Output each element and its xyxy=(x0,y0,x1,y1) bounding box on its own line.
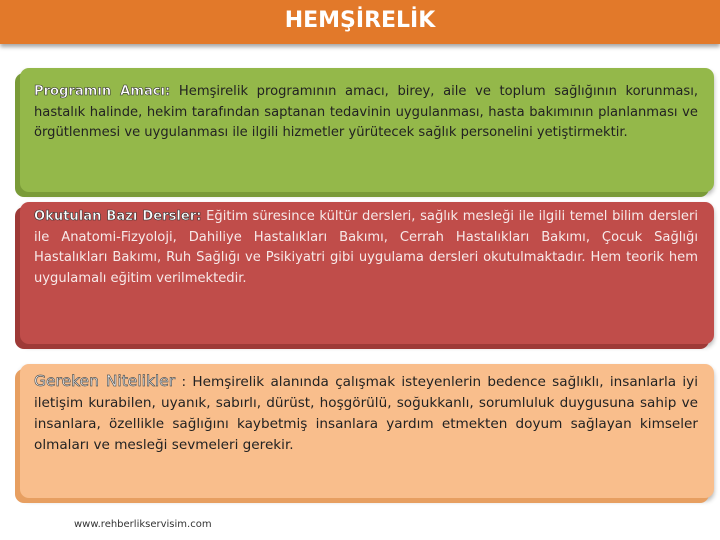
section-label: Gereken Nitelikler xyxy=(34,372,176,390)
section-courses xyxy=(20,202,714,344)
page-title: HEMŞİRELİK xyxy=(0,0,720,44)
section-label: Programın Amacı: xyxy=(34,84,171,99)
section-label: Okutulan Bazı Dersler: xyxy=(34,209,202,224)
section-courses-text xyxy=(34,207,698,289)
section-body: : Hemşirelik alanında çalışmak isteyenlerin bedence sağlıklı, insanlarla iyi iletişim kurabilen, uyanık, sabırlı, dürüst, hoşgörülü, soğukkanlı, sorumluluk duygusuna sahip ve insanlara, özellikle sağlığını kaybetmiş insanlara yardım etmekten doyum sağlayan kimseler olmaları ve mesleği sevmeleri gerekir. xyxy=(34,374,698,453)
footer-url: www.rehberlikservisim.com xyxy=(74,519,212,530)
section-program-purpose-text xyxy=(34,82,698,144)
section-program-purpose xyxy=(20,68,714,192)
section-body: Eğitim süresince kültür dersleri, sağlık mesleği ile ilgili temel bilim dersleri ile Anatomi-Fizyoloji, Dahiliye Hastalıkları Bakımı, Cerrah Hastalıkları Bakımı, Çocuk Sağlığı Hastalıkları Bakımı, Ruh Sağlığı ve Psikiyatri gibi uygulama dersleri okutulmaktadır. Hem teorik hem uygulamalı eğitim verilmektedir. xyxy=(34,209,698,286)
section-body: Hemşirelik programının amacı, birey, aile ve toplum sağlığının korunması, hastalık halinde, hekim tarafından saptanan tedavinin uygulanması, hasta bakımının planlanması ve örgütlenmesi ve uygulanması ile ilgili hizmetler yürütecek sağlık personelini yetiştirmektir. xyxy=(34,84,698,140)
section-requirements-text xyxy=(34,371,698,456)
section-requirements xyxy=(20,364,714,498)
